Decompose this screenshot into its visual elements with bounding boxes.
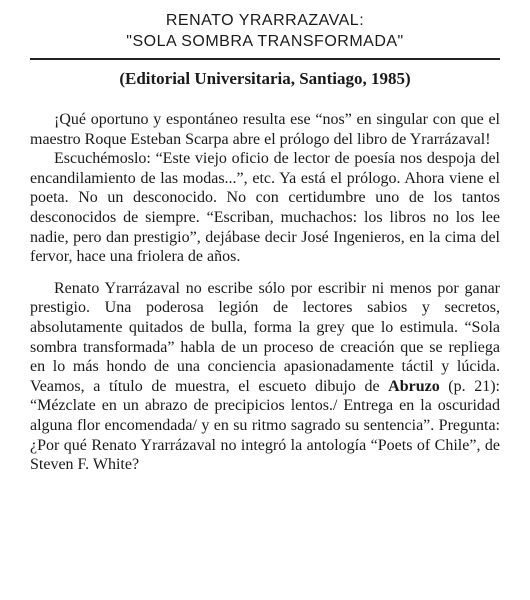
publisher-line: (Editorial Universitaria, Santiago, 1985) bbox=[119, 69, 411, 88]
paragraph-1: ¡Qué oportuno y espontáneo resulta ese “nos” en singular con que el maestro Roque Esteban Scarpa abre el prólogo del libro de Yrarrázaval! bbox=[30, 111, 500, 148]
book-title-heading: "SOLA SOMBRA TRANSFORMADA" bbox=[126, 33, 404, 50]
header-divider bbox=[30, 58, 500, 60]
paragraph-2: Escuchémoslo: “Este viejo oficio de lector de poesía nos despoja del encandilamiento de las modas...”, etc. Ya está el prólogo. Ahora viene el poeta. No un desconocido. No con certidumbre uno de los tantos desconocidos de siempre. “Escriban, muchachos: los libros no los lee nadie, pero dan prestigio”, dejábase decir José Ingenieros, en la cima del fervor, hace una friolera de años. bbox=[30, 150, 500, 266]
paragraph-3-part-b: (p. 21): “Mézclate en un abrazo de precipicios lentos./ Entrega en la oscuridad alguna flor encomendada/ y en su ritmo sagrado su sentencia”. Pregunta: ¿Por qué Renato Yrarrázaval no integró la antología “Poets of Chile”, de Steven F. White? bbox=[30, 377, 500, 474]
paragraph-3-part-a: Renato Yrarrázaval no escribe sólo por escribir ni menos por ganar prestigio. Una poderosa legión de lectores sabios y secretos, absolutamente quitados de bulla, forma la grey que lo estimula. “Sola sombra transformada” habla de un proceso de creación que se repliega en lo más hondo de una conciencia apasionadamente táctil y lúcida. Veamos, a título de muestra, el escueto dibujo de bbox=[30, 279, 500, 395]
article-header bbox=[30, 10, 500, 52]
paragraph-3 bbox=[30, 279, 500, 475]
poem-title-abruzo: Abruzo bbox=[388, 377, 440, 395]
article-body bbox=[30, 110, 500, 475]
author-heading: RENATO YRARRAZAVAL: bbox=[165, 12, 365, 29]
